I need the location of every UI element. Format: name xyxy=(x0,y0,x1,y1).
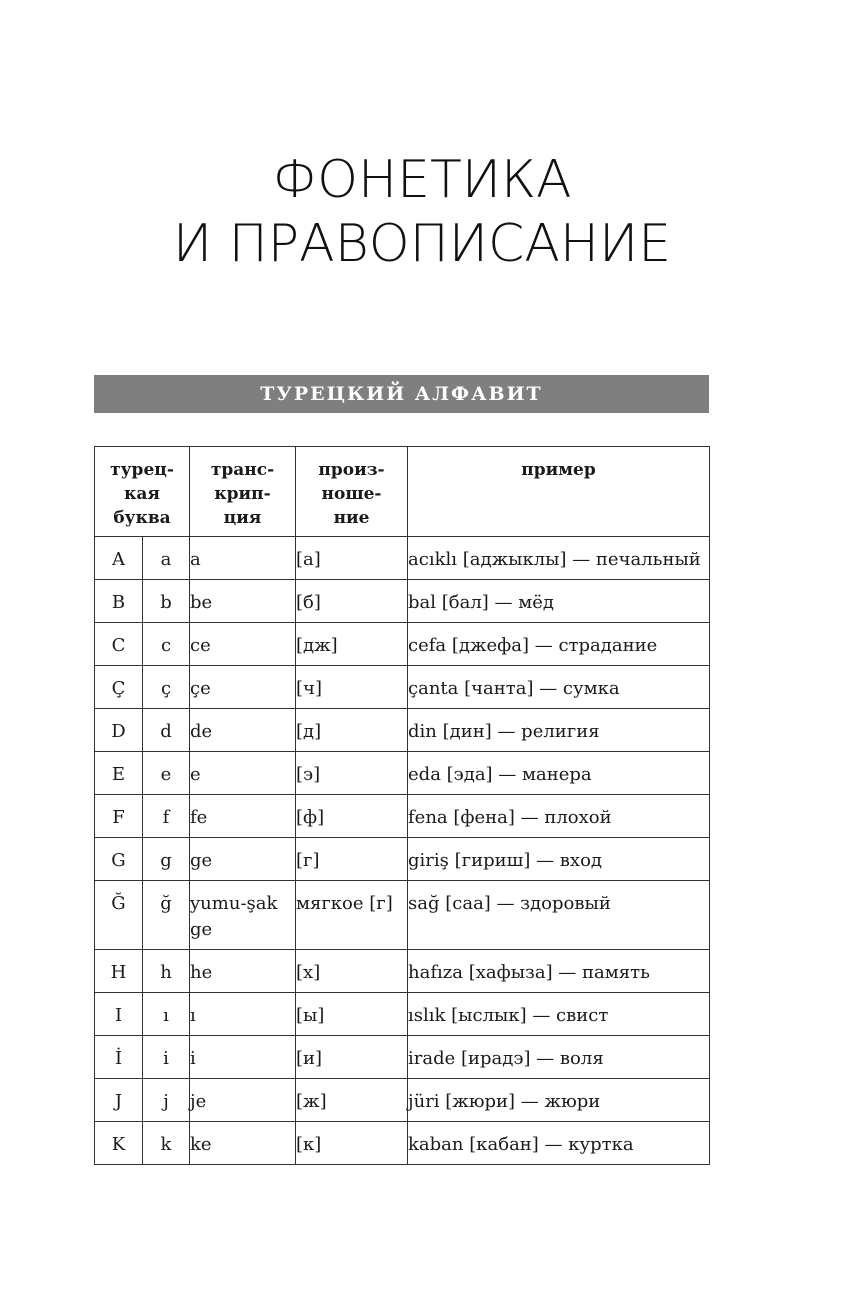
section-title-banner xyxy=(94,375,709,413)
pronunciation-cell: мягкое [г] xyxy=(296,881,408,950)
pronunciation-cell: [ж] xyxy=(296,1079,408,1122)
example-cell: fena [фена] — плохой xyxy=(408,795,710,838)
lowercase-letter: b xyxy=(143,580,190,623)
table-header-row xyxy=(95,447,710,537)
table-row xyxy=(95,838,710,881)
lowercase-letter: ğ xyxy=(143,881,190,950)
pronunciation-cell: [ф] xyxy=(296,795,408,838)
header-transcription: транс- крип- ция xyxy=(190,447,296,537)
pronunciation-cell: [дж] xyxy=(296,623,408,666)
pronunciation-cell: [ы] xyxy=(296,993,408,1036)
uppercase-letter: F xyxy=(95,795,143,838)
example-cell: irade [ирадэ] — воля xyxy=(408,1036,710,1079)
pronunciation-cell: [д] xyxy=(296,709,408,752)
transcription-cell: de xyxy=(190,709,296,752)
example-cell: hafıza [хафыза] — память xyxy=(408,950,710,993)
uppercase-letter: A xyxy=(95,537,143,580)
table-row xyxy=(95,580,710,623)
table-row xyxy=(95,1079,710,1122)
pronunciation-cell: [х] xyxy=(296,950,408,993)
page-title-line2: И ПРАВОПИСАНИЕ xyxy=(172,214,672,274)
header-pronunciation: произ- ноше- ние xyxy=(296,447,408,537)
lowercase-letter: j xyxy=(143,1079,190,1122)
lowercase-letter: h xyxy=(143,950,190,993)
example-cell: kaban [кабан] — куртка xyxy=(408,1122,710,1165)
example-cell: sağ [саа] — здоровый xyxy=(408,881,710,950)
example-cell: giriş [гириш] — вход xyxy=(408,838,710,881)
example-cell: acıklı [аджыклы] — печальный xyxy=(408,537,710,580)
header-letter: турец- кая буква xyxy=(95,447,190,537)
example-cell: din [дин] — религия xyxy=(408,709,710,752)
transcription-cell: ke xyxy=(190,1122,296,1165)
section-title: ТУРЕЦКИЙ АЛФАВИТ xyxy=(260,383,543,405)
table-row xyxy=(95,1122,710,1165)
transcription-cell: i xyxy=(190,1036,296,1079)
transcription-cell: yumu-şak ge xyxy=(190,881,296,950)
alphabet-table xyxy=(94,446,710,1165)
example-cell: cefa [джефа] — страдание xyxy=(408,623,710,666)
example-cell: eda [эда] — манера xyxy=(408,752,710,795)
pronunciation-cell: [и] xyxy=(296,1036,408,1079)
lowercase-letter: a xyxy=(143,537,190,580)
transcription-cell: a xyxy=(190,537,296,580)
table-row xyxy=(95,993,710,1036)
transcription-cell: he xyxy=(190,950,296,993)
lowercase-letter: e xyxy=(143,752,190,795)
example-cell: bal [бал] — мёд xyxy=(408,580,710,623)
lowercase-letter: c xyxy=(143,623,190,666)
pronunciation-cell: [б] xyxy=(296,580,408,623)
uppercase-letter: İ xyxy=(95,1036,143,1079)
uppercase-letter: I xyxy=(95,993,143,1036)
lowercase-letter: f xyxy=(143,795,190,838)
transcription-cell: e xyxy=(190,752,296,795)
uppercase-letter: J xyxy=(95,1079,143,1122)
transcription-cell: ge xyxy=(190,838,296,881)
uppercase-letter: H xyxy=(95,950,143,993)
uppercase-letter: C xyxy=(95,623,143,666)
example-cell: jüri [жюри] — жюри xyxy=(408,1079,710,1122)
header-example: пример xyxy=(408,447,710,537)
lowercase-letter: g xyxy=(143,838,190,881)
uppercase-letter: Ç xyxy=(95,666,143,709)
transcription-cell: çe xyxy=(190,666,296,709)
uppercase-letter: G xyxy=(95,838,143,881)
table-body xyxy=(95,537,710,1165)
table-row xyxy=(95,752,710,795)
table-row xyxy=(95,623,710,666)
lowercase-letter: ç xyxy=(143,666,190,709)
table-row xyxy=(95,881,710,950)
uppercase-letter: E xyxy=(95,752,143,795)
example-cell: çanta [чанта] — сумка xyxy=(408,666,710,709)
lowercase-letter: ı xyxy=(143,993,190,1036)
transcription-cell: fe xyxy=(190,795,296,838)
table-row xyxy=(95,666,710,709)
pronunciation-cell: [э] xyxy=(296,752,408,795)
table-row xyxy=(95,537,710,580)
page-title-line1: ФОНЕТИКА xyxy=(272,150,572,210)
uppercase-letter: K xyxy=(95,1122,143,1165)
uppercase-letter: D xyxy=(95,709,143,752)
table-row xyxy=(95,1036,710,1079)
transcription-cell: ce xyxy=(190,623,296,666)
lowercase-letter: d xyxy=(143,709,190,752)
table-row xyxy=(95,795,710,838)
table-row xyxy=(95,709,710,752)
transcription-cell: be xyxy=(190,580,296,623)
transcription-cell: ı xyxy=(190,993,296,1036)
pronunciation-cell: [г] xyxy=(296,838,408,881)
lowercase-letter: i xyxy=(143,1036,190,1079)
lowercase-letter: k xyxy=(143,1122,190,1165)
uppercase-letter: Ğ xyxy=(95,881,143,950)
pronunciation-cell: [а] xyxy=(296,537,408,580)
example-cell: ıslık [ыслык] — свист xyxy=(408,993,710,1036)
pronunciation-cell: [ч] xyxy=(296,666,408,709)
pronunciation-cell: [к] xyxy=(296,1122,408,1165)
transcription-cell: je xyxy=(190,1079,296,1122)
table-row xyxy=(95,950,710,993)
uppercase-letter: B xyxy=(95,580,143,623)
